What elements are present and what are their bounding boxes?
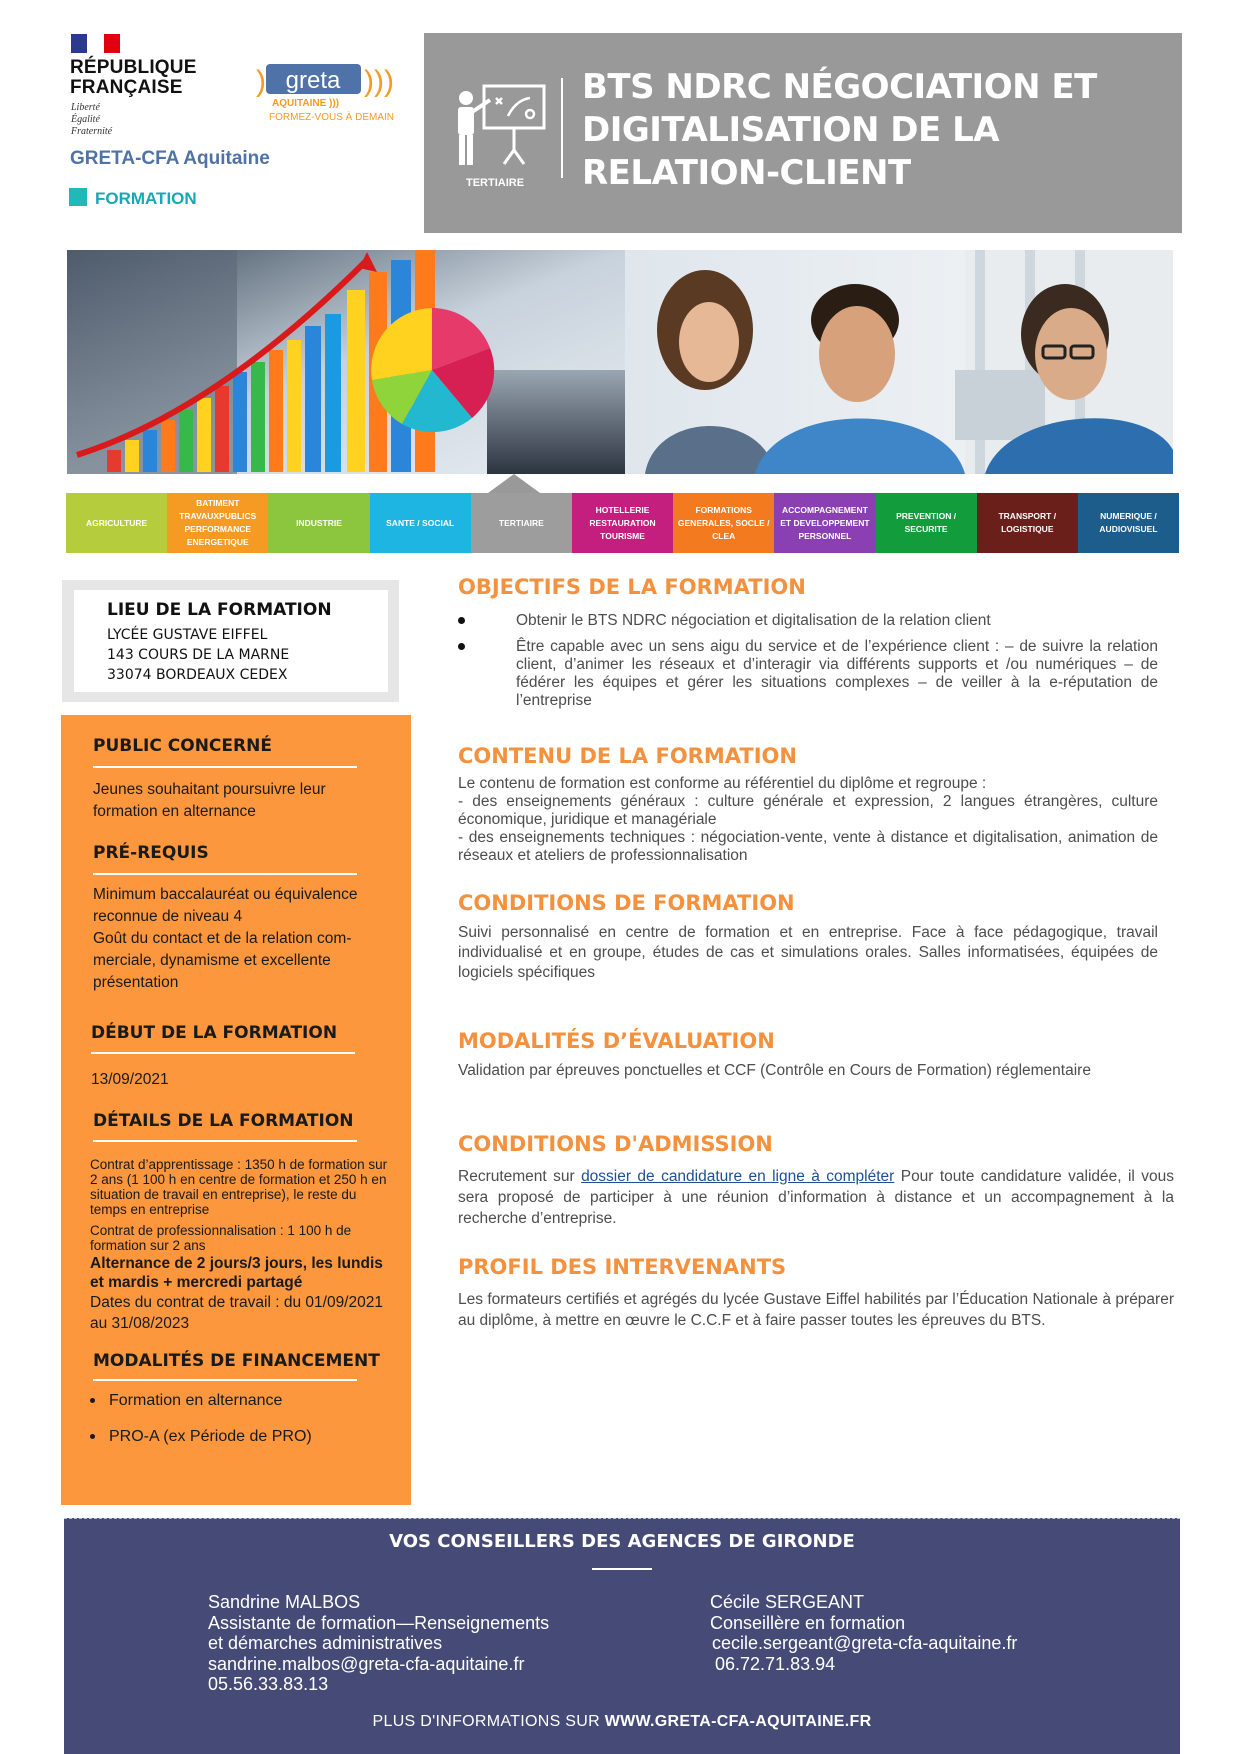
financement-item: PRO-A (ex Période de PRO) xyxy=(90,1428,312,1446)
contact-email[interactable]: cecile.sergeant@greta-cfa-aquitaine.fr xyxy=(712,1633,1018,1653)
objectif-item: Obtenir le BTS NDRC négociation et digitalisation de la relation client xyxy=(458,612,1158,630)
location-street: 143 COURS DE LA MARNE xyxy=(107,647,290,663)
svg-text:))): ))) xyxy=(364,65,394,98)
location-school: LYCÉE GUSTAVE EIFFEL xyxy=(107,627,268,643)
details-professionnalisation: Contrat de professionnalisation : 1 100 h de formation sur 2 ans xyxy=(90,1223,352,1253)
conditions-text: Suivi personnalisé en centre de formation et en entreprise. Face à face pédagogique, travail individualisé et en groupe, études de cas et simulations orales. Salles informatisées, équipées de logiciels spécifiques xyxy=(458,924,1158,981)
sector-tertiaire[interactable]: TERTIAIRE xyxy=(471,493,572,553)
bullet-dot-icon xyxy=(458,617,465,624)
title-divider xyxy=(561,78,563,178)
contact-card-sergeant xyxy=(710,1592,1017,1674)
footer-rule xyxy=(592,1568,652,1570)
modalites-text: Validation par épreuves ponctuelles et CCF (Contrôle en Cours de Formation) réglementaire xyxy=(458,1062,1091,1079)
public-rule xyxy=(93,766,357,768)
republique-francaise-logo-text: RÉPUBLIQUE FRANÇAISE xyxy=(70,57,197,98)
sector-hotellerie[interactable]: HOTELLERIE RESTAURATION TOURISME xyxy=(572,493,673,553)
profil-text: Les formateurs certifiés et agrégés du lycée Gustave Eiffel habilités par l’Éducation Nationale à préparer au diplôme, à mettre en œuvre le C.C.F et à faire passer toutes les épreuves du BTS. xyxy=(458,1291,1174,1329)
greta-logo-wordmark: greta xyxy=(285,67,341,94)
details-alternance: Alternance de 2 jours/3 jours, les lundis et mardis + mercredi partagé xyxy=(90,1255,383,1291)
sector-active-pointer xyxy=(488,474,540,493)
sector-transport[interactable]: TRANSPORT / LOGISTIQUE xyxy=(977,493,1078,553)
contact-card-malbos xyxy=(208,1592,549,1695)
title-category: TERTIAIRE xyxy=(466,177,525,189)
contact-name: Cécile SERGEANT xyxy=(710,1592,865,1612)
section-label: FORMATION xyxy=(95,189,197,208)
details-apprentissage: Contrat d’apprentissage : 1350 h de formation sur 2 ans (1 100 h en centre de formation et 250 h en situation de travail en entreprise), le reste du temps en entreprise xyxy=(90,1157,388,1217)
footer-website: PLUS D'INFORMATIONS SUR WWW.GRETA-CFA-AQUITAINE.FR xyxy=(372,1713,872,1730)
sector-agriculture[interactable]: AGRICULTURE xyxy=(66,493,167,553)
prereq-rule xyxy=(93,873,357,875)
contenu-title: CONTENU DE LA FORMATION xyxy=(458,744,797,768)
republic-motto: Liberté Égalité Fraternité xyxy=(71,102,113,137)
conditions-title: CONDITIONS DE FORMATION xyxy=(458,891,795,915)
public-title: PUBLIC CONCERNÉ xyxy=(93,736,272,756)
prereq-title: PRÉ-REQUIS xyxy=(93,843,209,863)
contact-phone[interactable]: 05.56.33.83.13 xyxy=(208,1674,329,1694)
financement-rule xyxy=(93,1379,357,1381)
greta-logo xyxy=(254,58,404,128)
sector-accompagnement[interactable]: ACCOMPAGNEMENT ET DEVELOPPEMENT PERSONNEL xyxy=(774,493,875,553)
website-link[interactable]: WWW.GRETA-CFA-AQUITAINE.FR xyxy=(604,1713,872,1730)
chart-illustration-image xyxy=(67,250,625,474)
presenter-board-icon xyxy=(450,80,550,170)
prereq-skills: Goût du contact et de la relation com-merciale, dynamisme et excellente présentation xyxy=(93,930,352,991)
sector-numerique[interactable]: NUMERIQUE / AUDIOVISUEL xyxy=(1078,493,1179,553)
svg-text:): ) xyxy=(256,65,266,98)
details-rule xyxy=(93,1140,357,1142)
footer-title: VOS CONSEILLERS DES AGENCES DE GIRONDE xyxy=(389,1531,855,1552)
contenu-text: Le contenu de formation est conforme au référentiel du diplôme et regroupe : - des enseignements généraux : culture générale et expression, 2 langues étrangères, culture économique, juridique et managériale - des enseignements techniques : négociation-vente, vente à distance et digitalisation, animation de réseaux et ateliers de professionnalisation xyxy=(458,775,1158,864)
contact-role: Conseillère en formation xyxy=(710,1612,906,1633)
sector-batiment[interactable]: BATIMENT TRAVAUXPUBLICS PERFORMANCE ENERGETIQUE xyxy=(167,493,268,553)
sector-formations-generales[interactable]: FORMATIONS GENERALES, SOCLE / CLEA xyxy=(673,493,774,553)
page-title: BTS NDRC NÉGOCIATION ET DIGITALISATION DE LA RELATION-CLIENT xyxy=(582,67,1097,193)
team-meeting-photo xyxy=(625,250,1173,474)
contact-role: et démarches administratives xyxy=(208,1633,443,1653)
debut-date: 13/09/2021 xyxy=(91,1071,169,1088)
bullet-dot-icon xyxy=(90,1434,95,1439)
contact-email[interactable]: sandrine.malbos@greta-cfa-aquitaine.fr xyxy=(208,1653,525,1674)
prereq-level: Minimum baccalauréat ou équivalence reconnue de niveau 4 xyxy=(93,886,358,925)
sector-sante-social[interactable]: SANTE / SOCIAL xyxy=(370,493,471,553)
sector-prevention[interactable]: PREVENTION / SECURITE xyxy=(876,493,977,553)
profil-title: PROFIL DES INTERVENANTS xyxy=(458,1255,787,1279)
debut-title: DÉBUT DE LA FORMATION xyxy=(91,1023,338,1043)
modalites-title: MODALITÉS D’ÉVALUATION xyxy=(458,1029,775,1053)
details-contract-dates: Dates du contrat de travail : du 01/09/2021 au 31/08/2023 xyxy=(90,1294,383,1332)
sector-bar xyxy=(66,493,1179,553)
organisation-name: GRETA-CFA Aquitaine xyxy=(70,148,270,169)
bullet-dot-icon xyxy=(458,643,465,650)
objectif-item: Être capable avec un sens aigu du service et de l’expérience client : – de suivre la relation client, d’animer les réseaux et d’interagir via différents supports et /ou numériques – de fédérer les équipes et gérer les situations complexes – de veiller à la e-réputation de l’entreprise xyxy=(458,638,1158,710)
candidature-link[interactable]: dossier de candidature en ligne à compléter xyxy=(581,1168,895,1185)
location-title: LIEU DE LA FORMATION xyxy=(107,600,332,620)
location-city: 33074 BORDEAUX CEDEX xyxy=(107,667,288,683)
greta-logo-slogan: FORMEZ-VOUS À DEMAIN xyxy=(269,112,395,123)
french-flag-logo xyxy=(71,34,120,53)
objectifs-title: OBJECTIFS DE LA FORMATION xyxy=(458,575,806,599)
bullet-dot-icon xyxy=(90,1398,95,1403)
contact-role: Assistante de formation—Renseignements xyxy=(208,1612,550,1633)
details-title: DÉTAILS DE LA FORMATION xyxy=(93,1111,354,1131)
public-text: Jeunes souhaitant poursuivre leur formation en alternance xyxy=(93,781,326,820)
side-panel xyxy=(61,715,411,1505)
debut-rule xyxy=(91,1052,355,1054)
financement-item: Formation en alternance xyxy=(90,1392,282,1410)
section-marker-square xyxy=(69,188,87,206)
admission-text: Recrutement sur dossier de candidature en ligne à compléter Pour toute candidature validée, il vous sera proposé de participer à une réunion d’information à distance et un accompagnement à la recherche d’entreprise. xyxy=(458,1168,1174,1227)
greta-logo-region: AQUITAINE ))) xyxy=(272,98,340,109)
financement-title: MODALITÉS DE FINANCEMENT xyxy=(93,1351,380,1371)
admission-title: CONDITIONS D'ADMISSION xyxy=(458,1132,773,1156)
sector-industrie[interactable]: INDUSTRIE xyxy=(268,493,369,553)
contact-name: Sandrine MALBOS xyxy=(208,1592,361,1612)
contact-phone[interactable]: 06.72.71.83.94 xyxy=(715,1653,836,1674)
